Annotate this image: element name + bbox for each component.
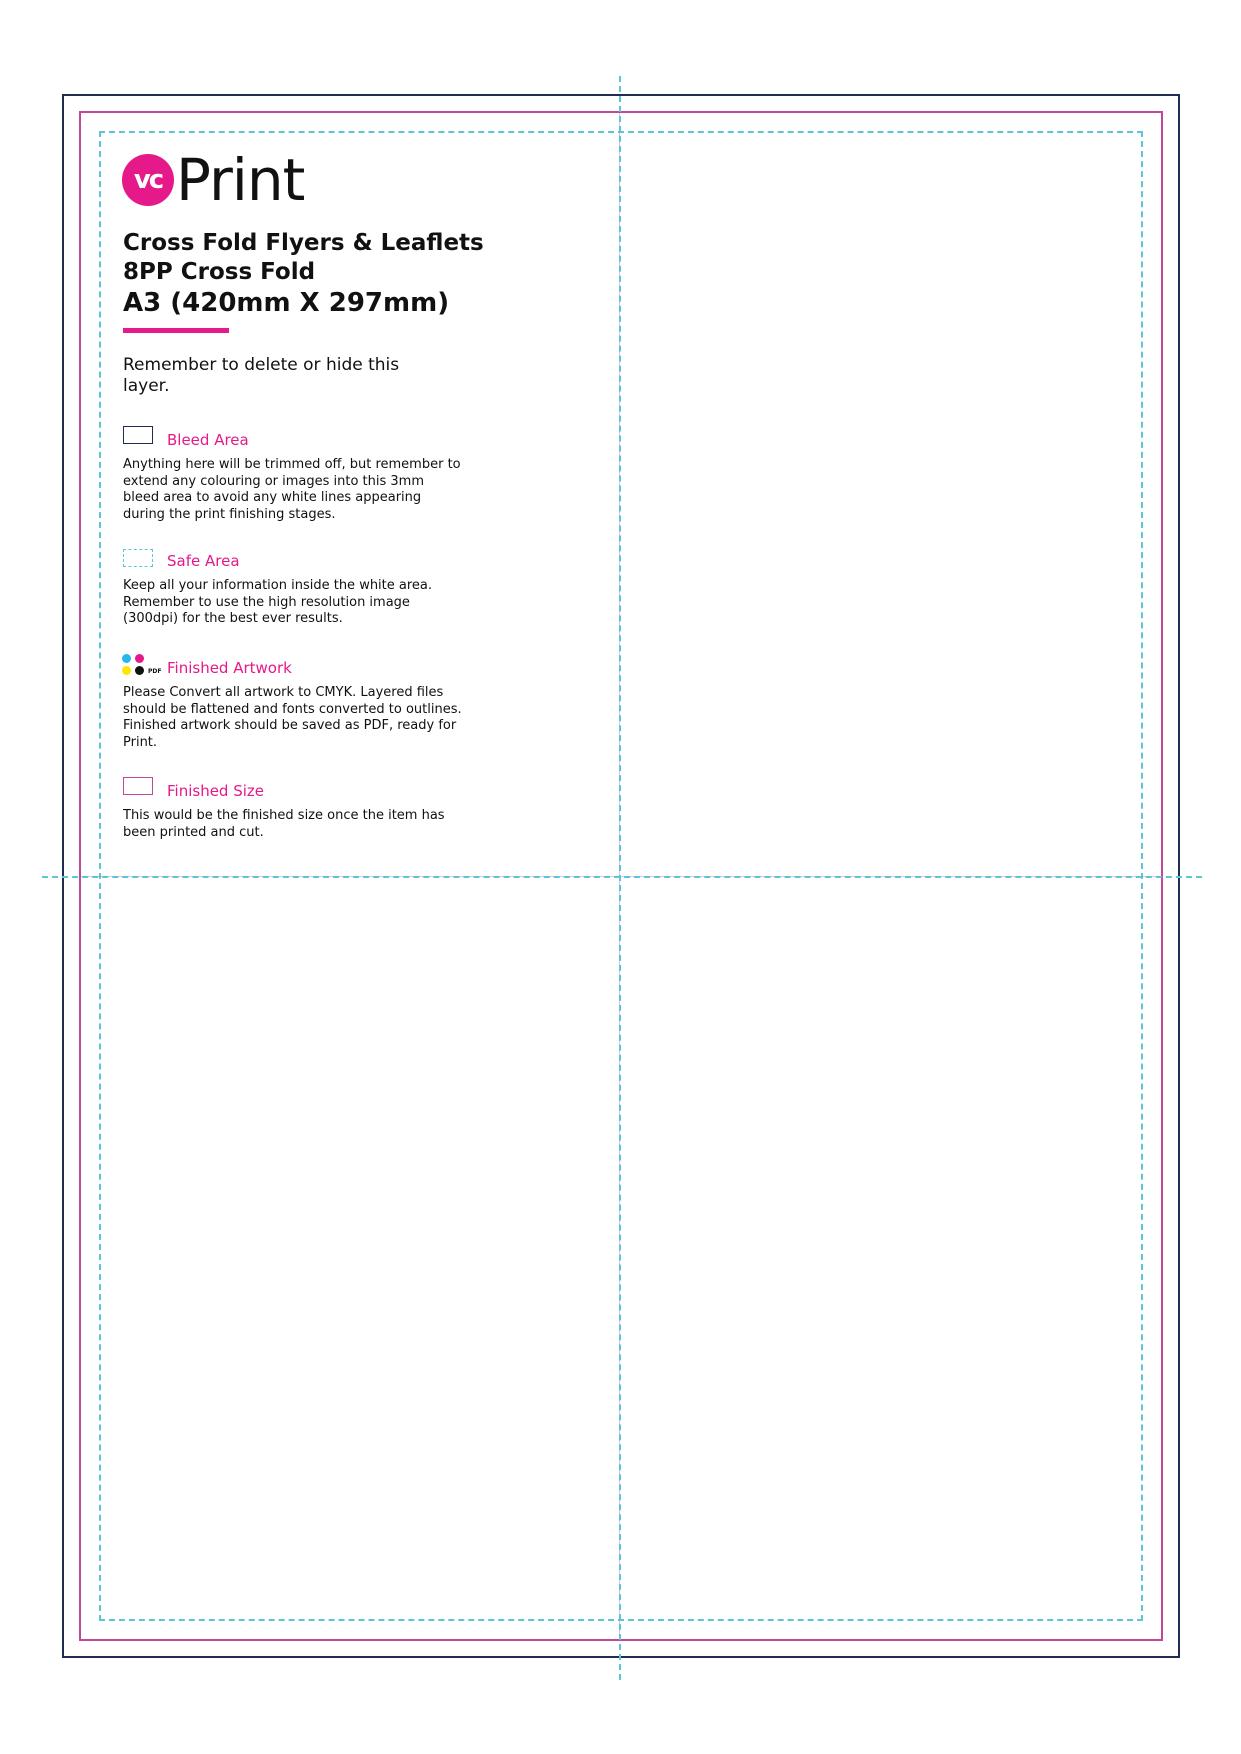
- vertical-fold-guide: [619, 76, 621, 1680]
- logo-badge-text: vc: [133, 165, 163, 195]
- logo-badge: [122, 154, 174, 206]
- finished-artwork-description: Please Convert all artwork to CMYK. Layered files should be flattened and fonts converted to outlines. Finished artwork should be saved as PDF, ready for Print.: [123, 685, 462, 750]
- finished-size-description: This would be the finished size once the item has been printed and cut.: [123, 808, 445, 840]
- bleed-area-heading: Bleed Area: [167, 431, 249, 449]
- fold-type-title: 8PP Cross Fold: [123, 259, 316, 285]
- bleed-area-description: Anything here will be trimmed off, but remember to extend any colouring or images into this 3mm bleed area to avoid any white lines appearing during the print finishing stages.: [123, 457, 461, 522]
- safe-area-heading: Safe Area: [167, 552, 240, 570]
- safe-area-description: Keep all your information inside the white area. Remember to use the high resolution image (300dpi) for the best ever results.: [123, 578, 433, 626]
- magenta-dot-icon: [135, 654, 144, 663]
- vcprint-logo: [122, 146, 305, 214]
- cmyk-pdf-icon: [122, 654, 162, 676]
- reminder-text: Remember to delete or hide this layer.: [123, 355, 400, 396]
- title-underline: [123, 328, 229, 333]
- horizontal-fold-guide: [42, 876, 1202, 878]
- black-dot-icon: [135, 666, 144, 675]
- finished-artwork-heading: Finished Artwork: [167, 659, 292, 677]
- finished-size-heading: Finished Size: [167, 782, 265, 800]
- pdf-label: PDF: [148, 668, 162, 675]
- cyan-dot-icon: [122, 654, 131, 663]
- bleed-area-swatch-icon: [123, 426, 153, 444]
- finished-size-swatch-icon: [123, 777, 153, 795]
- safe-area-swatch-icon: [123, 549, 153, 567]
- logo-wordmark: Print: [176, 146, 305, 214]
- product-title: Cross Fold Flyers & Leaflets: [123, 230, 484, 256]
- size-title: A3 (420mm X 297mm): [123, 288, 450, 318]
- yellow-dot-icon: [122, 666, 131, 675]
